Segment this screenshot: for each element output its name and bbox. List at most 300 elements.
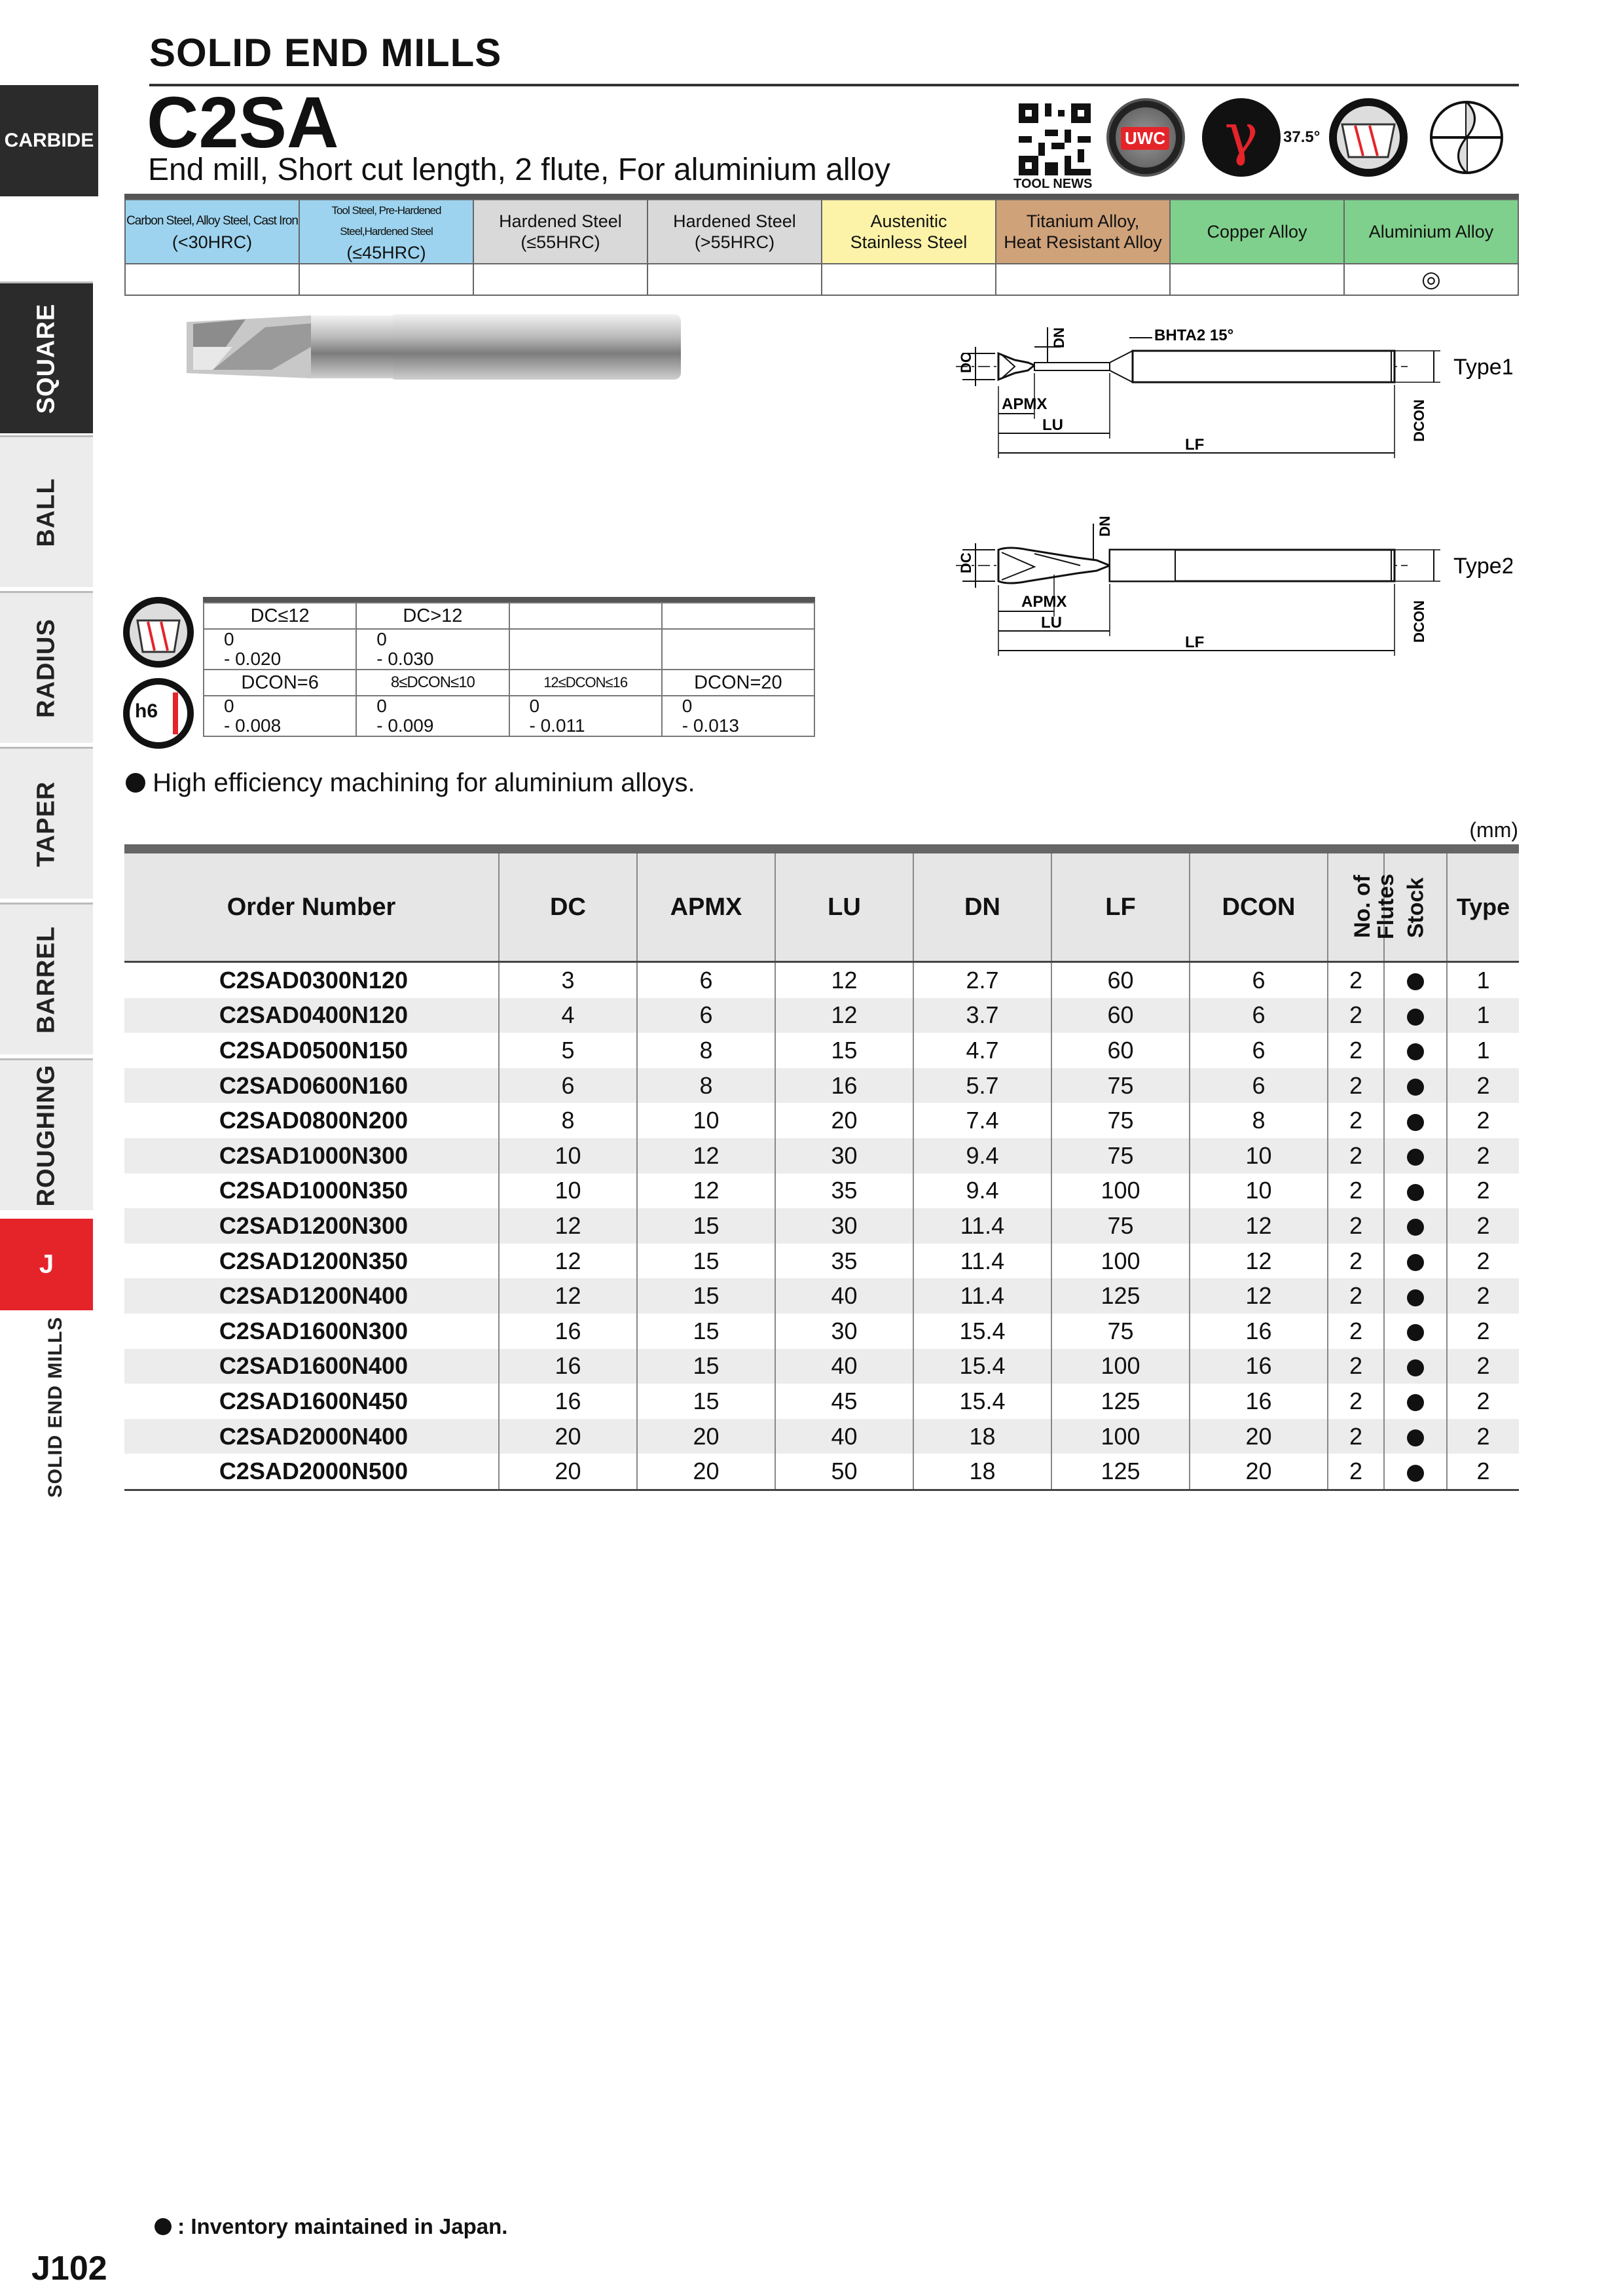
stock-cell — [1384, 962, 1447, 998]
footnote — [155, 2214, 507, 2239]
order-number: C2SAD0800N200 — [219, 1107, 408, 1134]
type-value: 2 — [1447, 1384, 1519, 1419]
table-row — [124, 1103, 1519, 1138]
tab-label: SQUARE — [32, 303, 60, 414]
apmx-value: 15 — [637, 1314, 775, 1349]
mark-cell-aluminium: ◎ — [1344, 264, 1518, 295]
col-flutes: No. of Flutes — [1328, 849, 1384, 962]
bullet-icon — [126, 773, 145, 793]
mark-cell — [822, 264, 996, 295]
material-stainless — [822, 200, 996, 264]
material-name: Tool Steel, Pre-Hardened Steel,Hardened Steel — [331, 204, 441, 238]
dn-value: 15.4 — [913, 1314, 1051, 1349]
dcon-tol-value: 0 - 0.009 — [356, 696, 509, 736]
order-number: C2SAD1000N300 — [124, 1138, 499, 1174]
material-range: (≤55HRC) — [520, 232, 600, 252]
type-value: 2 — [1447, 1138, 1519, 1174]
tab-ball[interactable] — [0, 435, 93, 587]
type-value: 1 — [1447, 998, 1519, 1033]
apmx-value: 6 — [637, 962, 775, 998]
table-row — [124, 1384, 1519, 1419]
mark-cell — [996, 264, 1170, 295]
dcon-value: 8 — [1190, 1103, 1328, 1138]
apmx-value: 15 — [637, 1208, 775, 1244]
table-row — [124, 1454, 1519, 1490]
stock-dot-icon — [1407, 1009, 1424, 1026]
dcon-value: 12 — [1190, 1278, 1328, 1314]
material-name: Copper Alloy — [1207, 222, 1307, 242]
mark-cell — [647, 264, 822, 295]
apmx-value: 15 — [637, 1278, 775, 1314]
material-name: Austenitic — [870, 211, 947, 231]
stock-cell — [1384, 1138, 1447, 1174]
dcon-label: DCON — [1411, 600, 1427, 643]
stock-dot-icon — [1407, 1289, 1424, 1306]
unit-label: (mm) — [1469, 818, 1518, 842]
apmx-value: 15 — [637, 1384, 775, 1419]
uwc-label: UWC — [1121, 127, 1169, 150]
order-table — [124, 844, 1519, 1491]
tab-radius[interactable] — [0, 591, 93, 743]
apmx-value: 12 — [637, 1174, 775, 1209]
tab-taper[interactable] — [0, 747, 93, 899]
dn-value: 9.4 — [913, 1174, 1051, 1209]
lf-value: 60 — [1051, 1033, 1190, 1068]
material-carbon-steel — [125, 200, 299, 264]
tab-label: TAPER — [32, 781, 60, 867]
lu-value: 35 — [775, 1174, 913, 1209]
material-name: Hardened Steel — [673, 211, 796, 231]
lu-value: 45 — [775, 1384, 913, 1419]
order-number: C2SAD1000N350 — [219, 1177, 408, 1204]
dcon-tol-value: 0 - 0.013 — [662, 696, 814, 736]
stock-dot-icon — [1407, 1394, 1424, 1411]
stock-cell — [1384, 1419, 1447, 1454]
material-mark-row — [125, 264, 1518, 295]
dc-tolerance-icon — [123, 597, 194, 668]
order-number: C2SAD1200N400 — [124, 1278, 499, 1314]
lf-value: 100 — [1051, 1419, 1190, 1454]
tab-label: ROUGHING — [32, 1064, 60, 1206]
header-rule — [149, 84, 1519, 86]
material-header-bar — [124, 194, 1519, 199]
stock-dot-icon — [1407, 1079, 1424, 1096]
dn-value: 18 — [913, 1454, 1051, 1490]
dn-value: 15.4 — [913, 1349, 1051, 1384]
flute-geometry-icon — [1329, 98, 1408, 177]
dcon-tol-head: DCON=20 — [662, 670, 814, 696]
dcon-value: 10 — [1190, 1138, 1328, 1174]
stock-dot-icon — [1407, 1465, 1424, 1482]
qr-code[interactable] — [1019, 103, 1091, 175]
lf-value: 75 — [1051, 1068, 1190, 1103]
stock-cell — [1384, 1208, 1447, 1244]
flutes-value: 2 — [1328, 1174, 1384, 1209]
dc-value: 16 — [499, 1349, 637, 1384]
lf-value: 60 — [1051, 998, 1190, 1033]
apmx-value: 6 — [637, 998, 775, 1033]
apmx-value: 8 — [637, 1033, 775, 1068]
dcon-tol-header — [204, 670, 814, 696]
stock-cell — [1384, 1314, 1447, 1349]
stock-dot-icon — [1407, 1429, 1424, 1446]
dc-value: 10 — [499, 1138, 637, 1174]
dcon-tol-head: DCON=6 — [204, 670, 356, 696]
flutes-value: 2 — [1328, 1208, 1384, 1244]
dc-tol-value — [509, 629, 662, 670]
stock-dot-icon — [1407, 1254, 1424, 1271]
flutes-value: 2 — [1328, 1033, 1384, 1068]
table-row — [124, 1138, 1519, 1174]
mark-cell — [299, 264, 473, 295]
feature-text: High efficiency machining for aluminium alloys. — [153, 768, 695, 797]
material-hardened-55 — [473, 200, 647, 264]
flutes-value: 2 — [1328, 1103, 1384, 1138]
order-number: C2SAD2000N400 — [124, 1419, 499, 1454]
section-label: SOLID END MILLS — [45, 1316, 66, 1498]
order-number: C2SAD1200N350 — [219, 1247, 408, 1274]
dc-value: 4 — [499, 998, 637, 1033]
lf-value: 100 — [1051, 1174, 1190, 1209]
dc-value: 16 — [499, 1384, 637, 1419]
material-titanium — [996, 200, 1170, 264]
lf-value: 75 — [1051, 1314, 1190, 1349]
lu-value: 50 — [775, 1454, 913, 1490]
order-number: C2SAD1600N450 — [219, 1387, 408, 1414]
dn-label: DN — [1051, 327, 1067, 348]
type-value: 1 — [1447, 962, 1519, 998]
table-row — [124, 1208, 1519, 1244]
dcon-value: 12 — [1190, 1208, 1328, 1244]
type-value: 2 — [1447, 1103, 1519, 1138]
dc-tolerance-table — [203, 597, 815, 737]
lu-label: LU — [1041, 614, 1062, 632]
material-table — [124, 199, 1519, 296]
apmx-value: 12 — [637, 1138, 775, 1174]
material-header-row — [125, 200, 1518, 264]
apmx-value: 20 — [637, 1419, 775, 1454]
flutes-value: 2 — [1328, 1068, 1384, 1103]
type-value: 2 — [1447, 1419, 1519, 1454]
lf-label: LF — [1185, 436, 1205, 454]
dn-value: 2.7 — [913, 962, 1051, 998]
col-stock: Stock — [1384, 849, 1447, 962]
type-value: 2 — [1447, 1349, 1519, 1384]
stock-dot-icon — [1407, 1359, 1424, 1376]
tab-label: J — [39, 1249, 54, 1279]
stock-dot-icon — [1407, 1043, 1424, 1060]
order-number: C2SAD1200N300 — [124, 1208, 499, 1244]
tab-label: RADIUS — [32, 618, 60, 718]
stock-cell — [1384, 1103, 1447, 1138]
type2-label: Type2 — [1453, 554, 1512, 579]
tab-j-active[interactable] — [0, 1219, 93, 1310]
stock-dot-icon — [1407, 1219, 1424, 1236]
material-range: (<30HRC) — [172, 232, 253, 252]
page-number: J102 — [31, 2250, 107, 2287]
col-dn: DN — [913, 849, 1051, 962]
lu-value: 12 — [775, 962, 913, 998]
dc-value: 10 — [499, 1174, 637, 1209]
dn-value: 9.4 — [913, 1138, 1051, 1174]
table-row — [124, 998, 1519, 1033]
dc-value: 3 — [499, 962, 637, 998]
type1-label: Type1 — [1453, 355, 1512, 380]
uwc-coating-icon — [1106, 98, 1185, 177]
col-lf: LF — [1051, 849, 1190, 962]
lu-value: 20 — [775, 1103, 913, 1138]
order-number: C2SAD1600N300 — [219, 1317, 408, 1344]
dc-tol-values — [204, 629, 814, 670]
flutes-value: 2 — [1328, 1138, 1384, 1174]
stock-dot-icon — [1407, 973, 1424, 990]
series-description: End mill, Short cut length, 2 flute, For aluminium alloy — [148, 152, 890, 187]
stock-cell — [1384, 1278, 1447, 1314]
table-row — [124, 1033, 1519, 1068]
lf-value: 60 — [1051, 962, 1190, 998]
type-value: 1 — [1447, 1033, 1519, 1068]
dn-value: 11.4 — [913, 1208, 1051, 1244]
material-range: (≤45HRC) — [346, 243, 426, 262]
order-number: C2SAD1600N400 — [124, 1349, 499, 1384]
flutes-value: 2 — [1328, 998, 1384, 1033]
table-row — [124, 962, 1519, 998]
flutes-value: 2 — [1328, 1314, 1384, 1349]
dn-value: 11.4 — [913, 1278, 1051, 1314]
apmx-label: APMX — [1021, 593, 1067, 611]
type-value: 2 — [1447, 1068, 1519, 1103]
type-value: 2 — [1447, 1174, 1519, 1209]
lf-value: 75 — [1051, 1138, 1190, 1174]
dc-tol-value: 0 - 0.030 — [356, 629, 509, 670]
lu-value: 40 — [775, 1278, 913, 1314]
material-copper — [1170, 200, 1344, 264]
apmx-value: 8 — [637, 1068, 775, 1103]
helix-angle-value: 37.5° — [1283, 128, 1321, 146]
dcon-value: 6 — [1190, 962, 1328, 998]
dcon-tol-head: 8≤DCON≤10 — [356, 670, 509, 696]
col-type: Type — [1447, 849, 1519, 962]
flutes-value: 2 — [1328, 1349, 1384, 1384]
tab-square[interactable] — [0, 281, 93, 433]
dc-label: DC — [958, 352, 974, 373]
dn-value: 15.4 — [913, 1384, 1051, 1419]
tab-label: BALL — [32, 477, 60, 547]
dcon-value: 16 — [1190, 1314, 1328, 1349]
h6-tolerance-icon — [123, 678, 194, 749]
dcon-value: 12 — [1190, 1244, 1328, 1279]
col-dc: DC — [499, 849, 637, 962]
dcon-value: 6 — [1190, 1033, 1328, 1068]
material-name: Carbon Steel, Alloy Steel, Cast Iron — [126, 214, 298, 228]
lf-value: 100 — [1051, 1349, 1190, 1384]
dc-tol-grid — [203, 602, 815, 737]
dn-value: 18 — [913, 1419, 1051, 1454]
stock-cell — [1384, 1174, 1447, 1209]
dn-label: DN — [1097, 516, 1113, 537]
table-row — [124, 1314, 1519, 1349]
stock-dot-icon — [1407, 1149, 1424, 1166]
lu-value: 16 — [775, 1068, 913, 1103]
material-hardened-over55 — [647, 200, 822, 264]
material-range: Stainless Steel — [850, 232, 968, 252]
dcon-value: 20 — [1190, 1454, 1328, 1490]
dc-tol-head — [662, 603, 814, 629]
dcon-tol-head: 12≤DCON≤16 — [509, 670, 662, 696]
dc-tol-value: 0 - 0.020 — [204, 629, 356, 670]
dc-value: 5 — [499, 1033, 637, 1068]
stock-dot-icon — [155, 2218, 172, 2235]
h6-label: h6 — [135, 700, 158, 722]
table-row — [124, 1068, 1519, 1103]
mark-cell — [125, 264, 299, 295]
feature-bullet — [126, 768, 695, 798]
col-lu: LU — [775, 849, 913, 962]
dimension-drawing-type2 — [936, 504, 1512, 668]
flutes-value: 2 — [1328, 1278, 1384, 1314]
apmx-value: 20 — [637, 1454, 775, 1490]
col-apmx: APMX — [637, 849, 775, 962]
dn-value: 11.4 — [913, 1244, 1051, 1279]
type-value: 2 — [1447, 1244, 1519, 1279]
dcon-tol-value: 0 - 0.011 — [509, 696, 662, 736]
stock-cell — [1384, 1349, 1447, 1384]
stock-cell — [1384, 1384, 1447, 1419]
dc-value: 20 — [499, 1454, 637, 1490]
material-tool-steel — [299, 200, 473, 264]
stock-cell — [1384, 1454, 1447, 1490]
dc-value: 12 — [499, 1244, 637, 1279]
lu-value: 12 — [775, 998, 913, 1033]
stock-cell — [1384, 1033, 1447, 1068]
order-number: C2SAD0600N160 — [124, 1068, 499, 1103]
carbide-tab — [0, 85, 98, 196]
stock-dot-icon — [1407, 1324, 1424, 1341]
lf-label: LF — [1185, 634, 1205, 651]
dc-tol-value — [662, 629, 814, 670]
lu-value: 40 — [775, 1419, 913, 1454]
apmx-label: APMX — [1002, 395, 1048, 413]
apmx-value: 10 — [637, 1103, 775, 1138]
lf-value: 125 — [1051, 1454, 1190, 1490]
helix-angle-icon: γ — [1202, 98, 1281, 177]
section-label-box — [26, 1316, 85, 1499]
dn-value: 7.4 — [913, 1103, 1051, 1138]
series-name: C2SA — [147, 82, 339, 163]
dcon-value: 6 — [1190, 998, 1328, 1033]
tab-roughing[interactable] — [0, 1058, 93, 1210]
type-value: 2 — [1447, 1454, 1519, 1490]
dcon-tol-values — [204, 696, 814, 736]
category-title: SOLID END MILLS — [149, 31, 502, 75]
flutes-value: 2 — [1328, 1454, 1384, 1490]
lf-value: 100 — [1051, 1244, 1190, 1279]
lu-value: 15 — [775, 1033, 913, 1068]
order-number: C2SAD0300N120 — [219, 966, 408, 994]
dcon-value: 16 — [1190, 1349, 1328, 1384]
lu-value: 30 — [775, 1314, 913, 1349]
lf-value: 75 — [1051, 1208, 1190, 1244]
dcon-label: DCON — [1411, 399, 1427, 442]
dc-tol-head: DC≤12 — [204, 603, 356, 629]
order-number: C2SAD2000N500 — [124, 1454, 499, 1490]
lu-value: 40 — [775, 1349, 913, 1384]
dc-tol-head — [509, 603, 662, 629]
dc-value: 12 — [499, 1208, 637, 1244]
dc-value: 12 — [499, 1278, 637, 1314]
type-value: 2 — [1447, 1208, 1519, 1244]
stock-dot-icon — [1407, 1114, 1424, 1131]
bhta-label: BHTA2 15° — [1154, 327, 1234, 344]
end-mill-photo — [187, 308, 691, 386]
flutes-value: 2 — [1328, 1419, 1384, 1454]
material-range: (>55HRC) — [694, 232, 775, 252]
footnote-text: : Inventory maintained in Japan. — [177, 2214, 508, 2238]
flutes-value: 2 — [1328, 1244, 1384, 1279]
dn-value: 5.7 — [913, 1068, 1051, 1103]
tab-barrel[interactable] — [0, 903, 93, 1054]
table-header-row — [124, 849, 1519, 962]
order-number: C2SAD0500N150 — [219, 1036, 408, 1064]
carbide-label: CARBIDE — [4, 130, 94, 151]
order-number: C2SAD0400N120 — [124, 998, 499, 1033]
material-range: Heat Resistant Alloy — [1004, 232, 1162, 252]
dc-value: 8 — [499, 1103, 637, 1138]
apmx-value: 15 — [637, 1244, 775, 1279]
dimension-drawing-type1 — [936, 308, 1512, 465]
type-value: 2 — [1447, 1314, 1519, 1349]
lf-value: 125 — [1051, 1384, 1190, 1419]
stock-cell — [1384, 1244, 1447, 1279]
tab-label: BARREL — [32, 925, 60, 1033]
table-row — [124, 1244, 1519, 1279]
qr-caption: TOOL NEWS — [1013, 177, 1093, 191]
dn-value: 3.7 — [913, 998, 1051, 1033]
dcon-value: 16 — [1190, 1384, 1328, 1419]
table-row — [124, 1174, 1519, 1209]
dn-value: 4.7 — [913, 1033, 1051, 1068]
col-order-number: Order Number — [124, 849, 499, 962]
type-value: 2 — [1447, 1278, 1519, 1314]
material-name: Hardened Steel — [499, 211, 622, 231]
apmx-value: 15 — [637, 1349, 775, 1384]
flutes-value: 2 — [1328, 1384, 1384, 1419]
lu-value: 35 — [775, 1244, 913, 1279]
material-name: Titanium Alloy, — [1026, 211, 1140, 231]
stock-dot-icon — [1407, 1184, 1424, 1201]
stock-cell — [1384, 998, 1447, 1033]
dcon-value: 6 — [1190, 1068, 1328, 1103]
lu-value: 30 — [775, 1208, 913, 1244]
two-flute-end-icon — [1427, 98, 1506, 177]
material-aluminium — [1344, 200, 1518, 264]
col-dcon: DCON — [1190, 849, 1328, 962]
lu-label: LU — [1042, 416, 1063, 434]
lu-value: 30 — [775, 1138, 913, 1174]
dc-label: DC — [958, 552, 974, 573]
mark-cell — [473, 264, 647, 295]
lf-value: 125 — [1051, 1278, 1190, 1314]
material-name: Aluminium Alloy — [1368, 222, 1494, 242]
table-row — [124, 1419, 1519, 1454]
dcon-value: 10 — [1190, 1174, 1328, 1209]
dc-value: 20 — [499, 1419, 637, 1454]
dc-tol-head: DC>12 — [356, 603, 509, 629]
dcon-value: 20 — [1190, 1419, 1328, 1454]
table-row — [124, 1349, 1519, 1384]
dc-value: 6 — [499, 1068, 637, 1103]
mark-cell — [1170, 264, 1344, 295]
